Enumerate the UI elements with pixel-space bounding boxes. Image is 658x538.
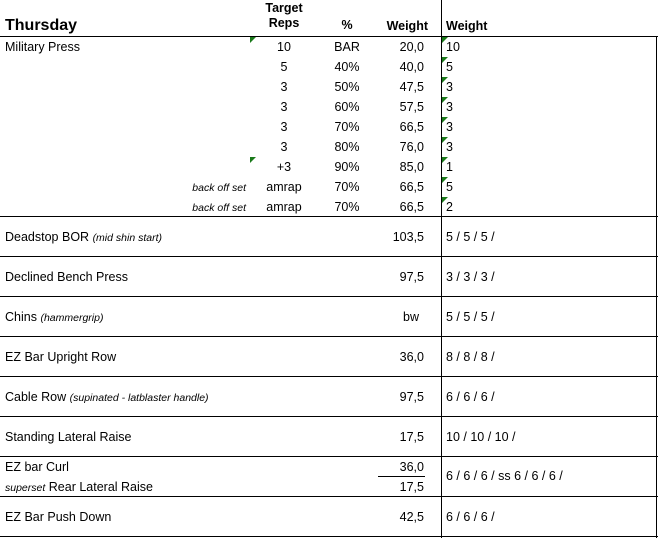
- comment-marker: [442, 137, 448, 143]
- exercise-name: Chins: [5, 310, 37, 324]
- set-weight: 66,5: [399, 200, 424, 214]
- exercise-log[interactable]: 6 / 6 / 6 /: [446, 510, 495, 524]
- superset-prefix: superset: [5, 482, 46, 494]
- exercise-log[interactable]: 8 / 8 / 8 /: [446, 350, 495, 364]
- row-divider: [0, 256, 658, 257]
- set-log[interactable]: 3: [446, 120, 453, 134]
- set-percent: 70%: [334, 200, 360, 214]
- exercise-note: (supinated - latblaster handle): [69, 392, 209, 404]
- set-reps: 10: [277, 40, 291, 54]
- exercise-weight: 42,5: [399, 510, 424, 524]
- exercise-row-deadstop-bor: [5, 230, 162, 245]
- row-divider: [0, 216, 658, 217]
- set-reps: 5: [280, 60, 288, 74]
- exercise-note: (mid shin start): [92, 232, 162, 244]
- exercise-name: Deadstop BOR: [5, 230, 90, 244]
- set-reps: 3: [280, 120, 288, 134]
- set-percent: 90%: [334, 160, 360, 174]
- right-border: [656, 37, 657, 538]
- exercise-weight: 17,5: [399, 480, 424, 494]
- set-log[interactable]: 3: [446, 80, 453, 94]
- set-log[interactable]: 1: [446, 160, 453, 174]
- row-divider: [0, 376, 658, 377]
- set-reps: 3: [280, 140, 288, 154]
- header-weight: Weight: [386, 19, 428, 33]
- exercise-log[interactable]: 10 / 10 / 10 /: [446, 430, 516, 444]
- exercise-weight: bw: [403, 310, 419, 324]
- set-weight: 47,5: [399, 80, 424, 94]
- superset-row-second: [5, 480, 153, 495]
- row-divider: [0, 336, 658, 337]
- set-note: back off set: [192, 182, 246, 194]
- exercise-weight: 97,5: [399, 270, 424, 284]
- set-weight: 76,0: [399, 140, 424, 154]
- exercise-log[interactable]: 6 / 6 / 6 / ss 6 / 6 / 6 /: [446, 469, 563, 483]
- exercise-weight: 36,0: [399, 460, 424, 474]
- set-percent: 70%: [334, 120, 360, 134]
- bottom-border: [0, 536, 658, 537]
- header-percent: %: [341, 18, 353, 32]
- row-divider: [0, 496, 658, 497]
- set-weight: 66,5: [399, 180, 424, 194]
- set-log[interactable]: 10: [446, 40, 460, 54]
- set-weight: 20,0: [399, 40, 424, 54]
- header-divider: [0, 36, 658, 37]
- set-log[interactable]: 3: [446, 100, 453, 114]
- comment-marker: [442, 97, 448, 103]
- set-log[interactable]: 3: [446, 140, 453, 154]
- set-reps: amrap: [266, 200, 302, 214]
- exercise-name: Cable Row: [5, 390, 67, 404]
- exercise-row-cable-row: [5, 390, 209, 405]
- exercise-name: Declined Bench Press: [5, 270, 128, 284]
- comment-marker: [442, 157, 448, 163]
- exercise-weight: 36,0: [399, 350, 424, 364]
- exercise-log[interactable]: 5 / 5 / 5 /: [446, 310, 495, 324]
- set-percent: 40%: [334, 60, 360, 74]
- set-percent: 80%: [334, 140, 360, 154]
- exercise-name: Military Press: [5, 40, 81, 54]
- header-target: Target: [265, 1, 303, 15]
- row-divider: [0, 296, 658, 297]
- set-log[interactable]: 5: [446, 180, 453, 194]
- set-percent: BAR: [334, 40, 360, 54]
- row-divider: [0, 416, 658, 417]
- comment-marker: [442, 197, 448, 203]
- set-reps: 3: [280, 100, 288, 114]
- set-percent: 60%: [334, 100, 360, 114]
- exercise-name: EZ bar Curl: [5, 460, 69, 474]
- comment-marker: [442, 37, 448, 43]
- exercise-name: Standing Lateral Raise: [5, 430, 132, 444]
- comment-marker: [442, 77, 448, 83]
- set-weight: 40,0: [399, 60, 424, 74]
- exercise-log[interactable]: 6 / 6 / 6 /: [446, 390, 495, 404]
- exercise-name: EZ Bar Push Down: [5, 510, 112, 524]
- set-percent: 50%: [334, 80, 360, 94]
- set-reps: 3: [280, 80, 288, 94]
- exercise-log[interactable]: 5 / 5 / 5 /: [446, 230, 495, 244]
- exercise-weight: 97,5: [399, 390, 424, 404]
- exercise-weight: 17,5: [399, 430, 424, 444]
- exercise-log[interactable]: 3 / 3 / 3 /: [446, 270, 495, 284]
- superset-separator: [378, 476, 425, 477]
- set-weight: 66,5: [399, 120, 424, 134]
- set-weight: 57,5: [399, 100, 424, 114]
- header-log-weight: Weight: [446, 19, 488, 33]
- comment-marker: [442, 117, 448, 123]
- set-reps: +3: [276, 160, 292, 174]
- set-percent: 70%: [334, 180, 360, 194]
- exercise-note: (hammergrip): [40, 312, 104, 324]
- set-log[interactable]: 2: [446, 200, 453, 214]
- set-reps: amrap: [266, 180, 302, 194]
- set-log[interactable]: 5: [446, 60, 453, 74]
- comment-marker: [442, 177, 448, 183]
- header-reps: Reps: [268, 16, 300, 30]
- exercise-row-chins: [5, 310, 103, 325]
- set-note: back off set: [192, 202, 246, 214]
- row-divider: [0, 456, 658, 457]
- comment-marker: [442, 57, 448, 63]
- page-title: Thursday: [5, 17, 78, 34]
- exercise-name: Rear Lateral Raise: [48, 480, 153, 494]
- exercise-name: EZ Bar Upright Row: [5, 350, 117, 364]
- set-weight: 85,0: [399, 160, 424, 174]
- exercise-weight: 103,5: [392, 230, 424, 244]
